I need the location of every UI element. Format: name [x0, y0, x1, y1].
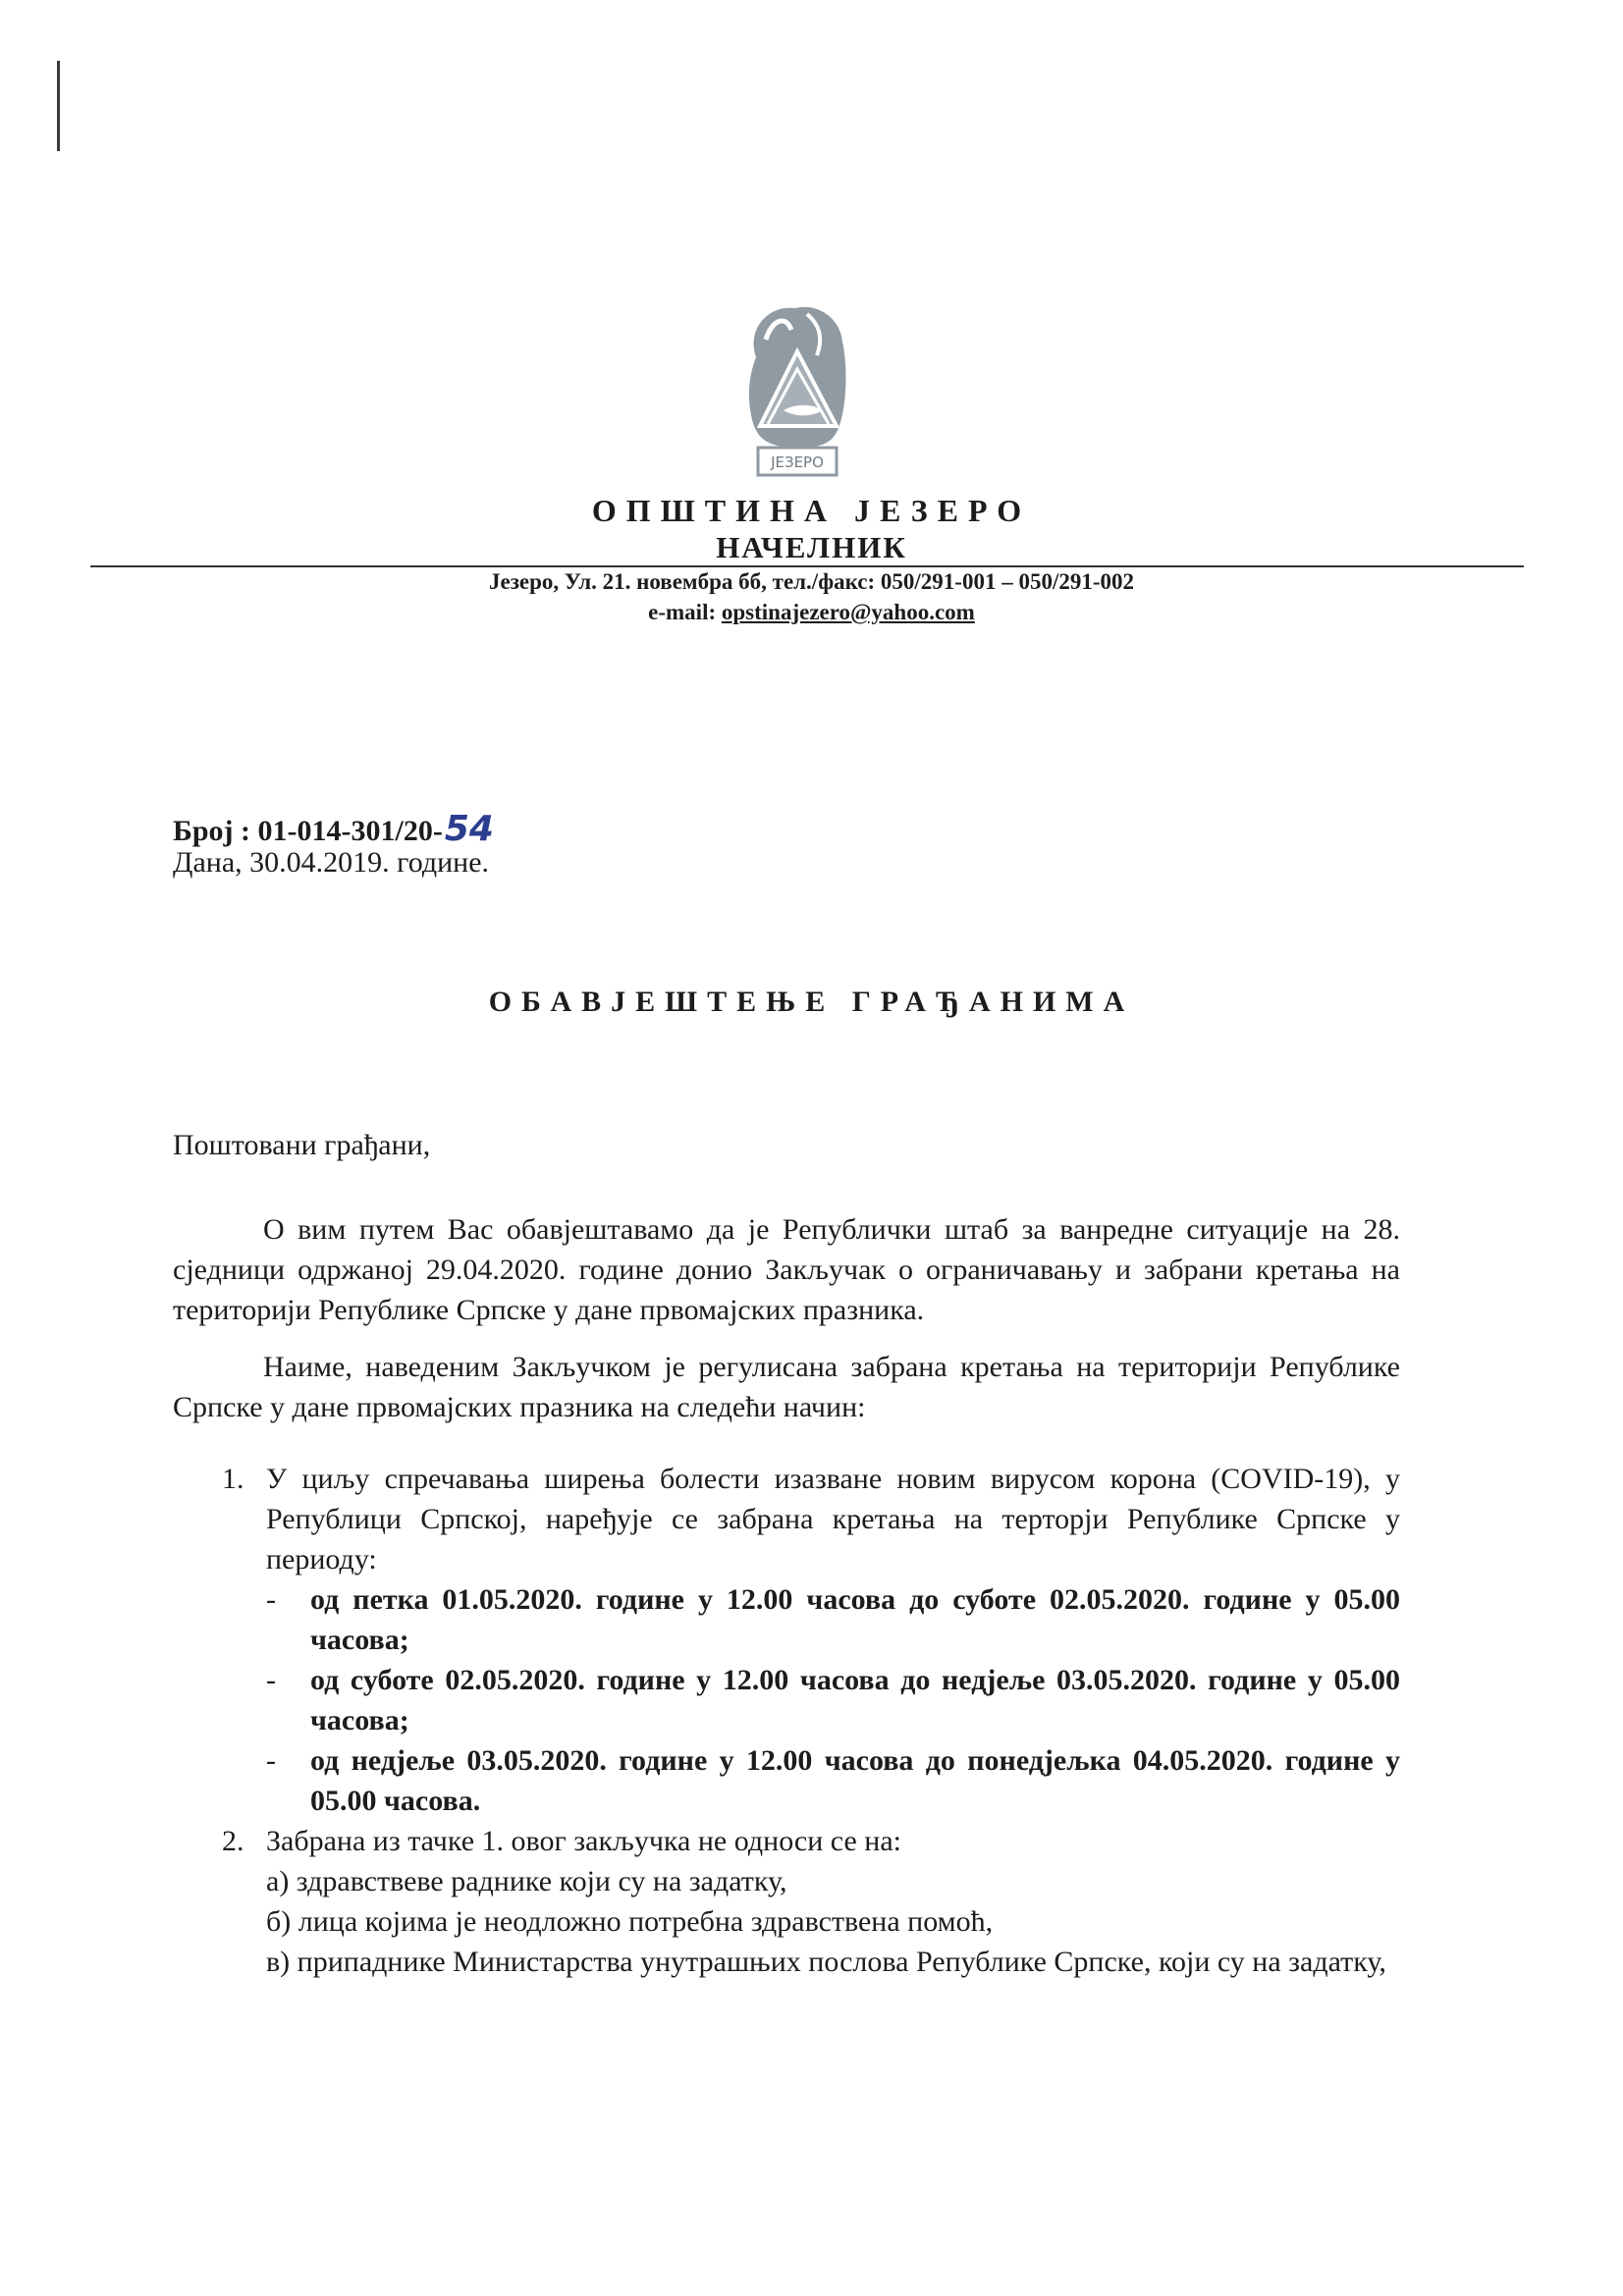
list-dash: - [266, 1664, 276, 1696]
list-item-1 [222, 1459, 1400, 1821]
email-link[interactable]: opstinajezero@yahoo.com [721, 600, 975, 624]
exception-item: б) лица којима је неодложно потребна здравствена помоћ, [266, 1905, 994, 1938]
list-dash: - [266, 1744, 276, 1777]
period-text: од суботе 02.05.2020. године у 12.00 часова до недјеље 03.05.2020. године у 05.00 часова; [310, 1664, 1400, 1736]
handwritten-number: 54 [444, 809, 494, 849]
period-text: од петка 01.05.2020. године у 12.00 часова до суботе 02.05.2020. године у 05.00 часова; [310, 1583, 1400, 1656]
paragraph-2: Наиме, наведеним Закључком је регулисана забрана кретања на територији Републике Српске у дане првомајских празника на следећи начин: [173, 1351, 1400, 1423]
list-item-2 [222, 1821, 1400, 1982]
municipality-logo-icon [738, 300, 856, 487]
period-text: од недјеље 03.05.2020. године у 12.00 часова до понедјељка 04.05.2020. године у 05.00 часова. [310, 1744, 1400, 1817]
header-divider [90, 565, 1524, 567]
document-title: ОБАВЈЕШТЕЊЕ ГРАЂАНИМА [488, 986, 1135, 1018]
period-item [266, 1740, 1400, 1821]
list-item-text: У циљу спречавања ширења болести изазване новим вирусом корона (COVID-19), у Републици Српској, наређује се забрана кретања на терторји Републике Српске у периоду: [266, 1463, 1400, 1575]
reference-number [173, 809, 494, 849]
organization-name: ОПШТИНА ЈЕЗЕРО [591, 493, 1032, 528]
exception-item: а) здравствеве раднике који су на задатку, [266, 1865, 787, 1897]
logo-label: ЈЕЗЕРО [771, 454, 824, 471]
email-label: e-mail: [648, 600, 722, 624]
scan-artifact-line [57, 61, 60, 151]
paragraph-1: О вим путем Вас обавјештавамо да је Републички штаб за ванредне ситуације на 28. сједници одржаној 29.04.2020. године донио Закључак о ограничавању и забрани кретања на територији Републике Српске у дане првомајских празника. [173, 1213, 1400, 1326]
reference-number-label: Број : 01-014-301/20- [173, 815, 443, 847]
list-item-text: Забрана из тачке 1. овог закључка не односи се на: [266, 1825, 902, 1857]
list-item-number: 1. [222, 1463, 244, 1495]
list-item-number: 2. [222, 1825, 244, 1857]
contact-email-line [0, 600, 1623, 625]
period-list [266, 1579, 1400, 1821]
list-dash: - [266, 1583, 276, 1616]
period-item [266, 1660, 1400, 1740]
conclusion-list [222, 1459, 1400, 1982]
greeting: Поштовани грађани, [173, 1129, 431, 1161]
exception-item: в) припаднике Министарства унутрашњих послова Републике Српске, који су на задатку, [266, 1946, 1386, 1978]
reference-date: Дана, 30.04.2019. године. [173, 846, 490, 879]
organization-subtitle: НАЧЕЛНИК [716, 530, 907, 564]
period-item [266, 1579, 1400, 1660]
contact-address: Језеро, Ул. 21. новембра бб, тел./факс: 050/291-001 – 050/291-002 [488, 569, 1135, 594]
